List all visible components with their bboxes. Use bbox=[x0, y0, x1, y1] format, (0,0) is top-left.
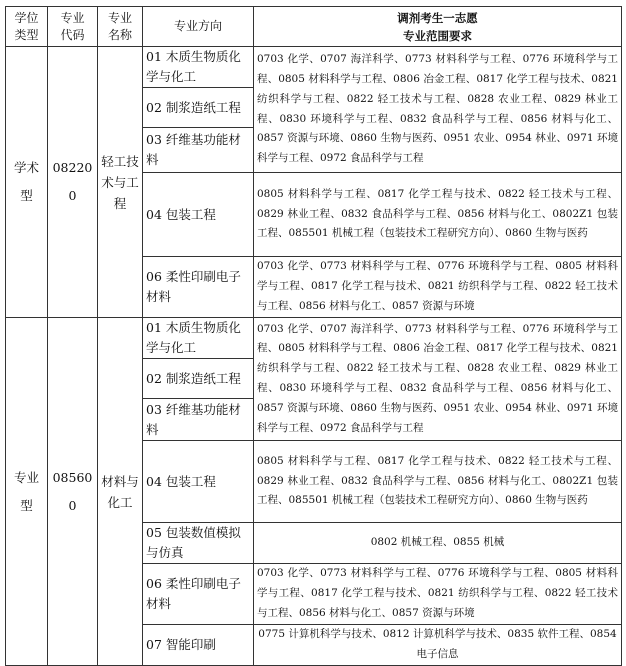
requirement-cell: 0703 化学、0707 海洋科学、0773 材料科学与工程、0776 环境科学与工程、0805 材料科学与工程、0806 冶金工程、0817 化学工程与技术、0821 纺织科学与工程、0822 轻工技术与工程、0828 农业工程、0829 林业工程、0830 环境科学与工程、0832 食品科学与工程、0856 材料与化工、0857 资源与环境、0860 生物与医药、0951 农业、0954 林业、0971 环境科学与工程、0972 食品科学与工程 bbox=[254, 47, 622, 173]
direction-cell: 02 制浆造纸工程 bbox=[143, 359, 254, 399]
degree-type-cell: 专业型 bbox=[6, 318, 48, 666]
requirement-cell: 0805 材料科学与工程、0817 化学工程与技术、0822 轻工技术与工程、0829 林业工程、0832 食品科学与工程、0856 材料与化工、0802Z1 包装工程、085501 机械工程（包装技术工程研究方向）、0860 生物与医药 bbox=[254, 441, 622, 523]
direction-cell: 03 纤维基功能材料 bbox=[143, 399, 254, 441]
header-major-code bbox=[48, 7, 98, 47]
header-requirement-line1: 调剂考生一志愿 bbox=[397, 10, 478, 25]
direction-cell: 03 纤维基功能材料 bbox=[143, 128, 254, 173]
header-degree-type bbox=[6, 7, 48, 47]
header-requirement-line2: 专业范围要求 bbox=[403, 28, 472, 43]
header-major-code-line2: 代码 bbox=[60, 27, 85, 42]
header-direction: 专业方向 bbox=[143, 7, 254, 47]
header-requirement bbox=[254, 7, 622, 47]
major-name-cell: 材料与化工 bbox=[98, 318, 143, 666]
direction-cell: 01 木质生物质化学与化工 bbox=[143, 47, 254, 88]
requirement-cell: 0802 机械工程、0855 机械 bbox=[254, 523, 622, 564]
requirement-cell: 0805 材料科学与工程、0817 化学工程与技术、0822 轻工技术与工程、0829 林业工程、0832 食品科学与工程、0856 材料与化工、0802Z1 包装工程、085501 机械工程（包装技术工程研究方向）、0860 生物与医药 bbox=[254, 173, 622, 257]
major-code-cell: 085600 bbox=[48, 318, 98, 666]
direction-cell: 07 智能印刷 bbox=[143, 625, 254, 666]
header-major-code-line1: 专业 bbox=[60, 10, 85, 25]
table-header-row bbox=[6, 7, 622, 47]
header-major-name bbox=[98, 7, 143, 47]
requirement-cell: 0703 化学、0773 材料科学与工程、0776 环境科学与工程、0805 材料科学与工程、0817 化学工程与技术、0821 纺织科学与工程、0822 轻工技术与工程、0856 材料与化工、0857 资源与环境 bbox=[254, 564, 622, 625]
header-major-name-line1: 专业 bbox=[107, 10, 132, 25]
requirement-cell: 0703 化学、0707 海洋科学、0773 材料科学与工程、0776 环境科学与工程、0805 材料科学与工程、0806 冶金工程、0817 化学工程与技术、0821 纺织科学与工程、0822 轻工技术与工程、0828 农业工程、0829 林业工程、0830 环境科学与工程、0832 食品科学与工程、0856 材料与化工、0857 资源与环境、0860 生物与医药、0951 农业、0954 林业、0971 环境科学与工程、0972 食品科学与工程 bbox=[254, 318, 622, 441]
degree-type-cell: 学术型 bbox=[6, 47, 48, 318]
direction-cell: 01 木质生物质化学与化工 bbox=[143, 318, 254, 359]
table-row bbox=[6, 47, 622, 88]
direction-cell: 05 包装数值模拟与仿真 bbox=[143, 523, 254, 564]
header-major-name-line2: 名称 bbox=[107, 27, 132, 42]
major-name-cell: 轻工技术与工程 bbox=[98, 47, 143, 318]
requirement-cell: 0775 计算机科学与技术、0812 计算机科学与技术、0835 软件工程、0854 电子信息 bbox=[254, 625, 622, 666]
major-code-cell: 082200 bbox=[48, 47, 98, 318]
direction-cell: 06 柔性印刷电子材料 bbox=[143, 564, 254, 625]
direction-cell: 06 柔性印刷电子材料 bbox=[143, 257, 254, 318]
direction-cell: 02 制浆造纸工程 bbox=[143, 88, 254, 128]
header-degree-type-line1: 学位 bbox=[14, 10, 39, 25]
header-degree-type-line2: 类型 bbox=[14, 27, 39, 42]
table-row bbox=[6, 318, 622, 359]
direction-cell: 04 包装工程 bbox=[143, 173, 254, 257]
requirement-cell: 0703 化学、0773 材料科学与工程、0776 环境科学与工程、0805 材料科学与工程、0817 化学工程与技术、0821 纺织科学与工程、0822 轻工技术与工程、0856 材料与化工、0857 资源与环境 bbox=[254, 257, 622, 318]
adjustment-requirements-table bbox=[5, 6, 622, 666]
direction-cell: 04 包装工程 bbox=[143, 441, 254, 523]
